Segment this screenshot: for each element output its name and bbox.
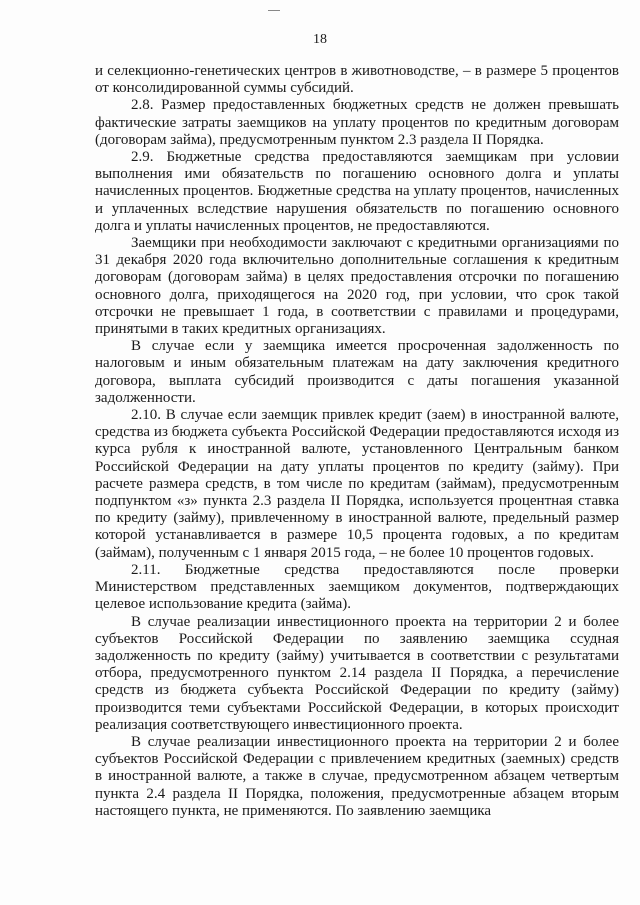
paragraph-deferral: Заемщики при необходимости заключают с кредитными организациями по 31 декабря 2020 года включительно дополнительные соглашения к кредитным договорам (договорам займа) в целях предоставления отсрочки по погашению основного долга, приходящегося на 2020 год, при условии, что срок такой отсрочки не превышает 1 года, в соответствии с правилами и процедурами, принятыми в таких кредитных организациях. (95, 235, 619, 338)
paragraph-2-11: 2.11. Бюджетные средства предоставляются после проверки Министерством представленных заемщиком документов, подтверждающих целевое использование кредита (займа). (95, 561, 619, 613)
paragraph-2-9: 2.9. Бюджетные средства предоставляются заемщикам при условии выполнения ими обязательств по погашению основного долга и уплаты начисленных процентов. Бюджетные средства на уплату процентов, начисленных и уплаченных вследствие нарушения обязательств по погашению основного долга и уплаты начисленных процентов, не предоставляются. (95, 149, 619, 234)
paragraph-multi-region: В случае реализации инвестиционного проекта на территории 2 и более субъектов Российской Федерации по заявлению заемщика ссудная задолженность по кредиту (займу) учитывается в соответствии с результатами отбора, предусмотренного пунктом 2.14 раздела II Порядка, а перечисление средств из бюджета субъекта Российской Федерации по кредиту (займу) производится теми субъектами Российской Федерации, в которых происходит реализация соответствующего инвестиционного проекта. (95, 613, 619, 733)
document-body (95, 63, 619, 820)
paragraph-2-10: 2.10. В случае если заемщик привлек кредит (заем) в иностранной валюте, средства из бюджета субъекта Российской Федерации предоставляются исходя из курса рубля к иностранной валюте, установленного Центральным банком Российской Федерации на дату уплаты процентов по кредиту (займу). При расчете размера средств, в том числе по кредитам (займам), предусмотренным подпунктом «з» пункта 2.3 раздела II Порядка, используется процентная ставка по кредиту (займу), привлеченному в иностранной валюте, предельный размер которой устанавливается в размере 10,5 процента годовых, а по кредитам (займам), полученным с 1 января 2015 года, – не более 10 процентов годовых. (95, 407, 619, 561)
page-number: 18 (313, 32, 327, 47)
paragraph-continuation: и селекционно-генетических центров в животноводстве, – в размере 5 процентов от консолидированной суммы субсидий. (95, 63, 619, 97)
paragraph-foreign-currency: В случае реализации инвестиционного проекта на территории 2 и более субъектов Российской Федерации с привлечением кредитных (заемных) средств в иностранной валюте, а также в случае, предусмотренном абзацем четвертым пункта 2.4 раздела II Порядка, положения, предусмотренные абзацем вторым настоящего пункта, не применяются. По заявлению заемщика (95, 733, 619, 819)
paragraph-2-8: 2.8. Размер предоставленных бюджетных средств не должен превышать фактические затраты заемщиков на уплату процентов по кредитным договорам (договорам займа), предусмотренным пунктом 2.3 раздела II Порядка. (95, 97, 619, 148)
paragraph-overdue-debt: В случае если у заемщика имеется просроченная задолженность по налоговым и иным обязательным платежам на дату заключения кредитного договора, выплата субсидий производится с даты погашения указанной задолженности. (95, 338, 619, 406)
scan-mark (268, 10, 280, 11)
